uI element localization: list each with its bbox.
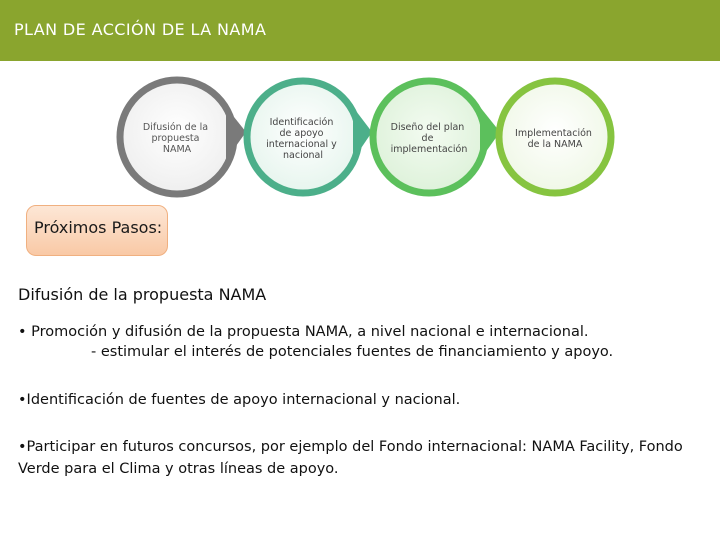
page-title: PLAN DE ACCIÓN DE LA NAMA [14, 20, 267, 39]
bullet-promotion-sub: - estimular el interés de potenciales fuentes de financiamiento y apoyo. [91, 344, 614, 360]
step-2 [247, 81, 372, 193]
bullet-promotion: • Promoción y difusión de la propuesta NAMA, a nivel nacional e internacional. [18, 324, 589, 340]
step-3-label: Diseño del plan de implementación [390, 122, 468, 155]
bullet-participation: •Participar en futuros concursos, por ejemplo del Fondo internacional: NAMA Facility, Fondo Verde para el Clima y otras líneas de apoyo. [18, 439, 683, 477]
step-1-label: Difusión de la propuesta NAMA [142, 122, 209, 155]
next-steps-label: Próximos Pasos: [34, 218, 163, 237]
step-2-label: Identificación de apoyo internacional y nacional [266, 117, 337, 161]
step-1 [120, 80, 246, 194]
process-diagram [0, 70, 720, 205]
header-bar [0, 0, 720, 61]
arrow-icon [226, 107, 246, 160]
step-4-label: Implementación de la NAMA [515, 128, 592, 150]
step-4 [499, 81, 611, 193]
step-3 [373, 81, 500, 193]
arrow-icon [353, 107, 372, 160]
section-title: Difusión de la propuesta NAMA [18, 285, 267, 304]
bullet-identification: •Identificación de fuentes de apoyo internacional y nacional. [18, 392, 461, 408]
